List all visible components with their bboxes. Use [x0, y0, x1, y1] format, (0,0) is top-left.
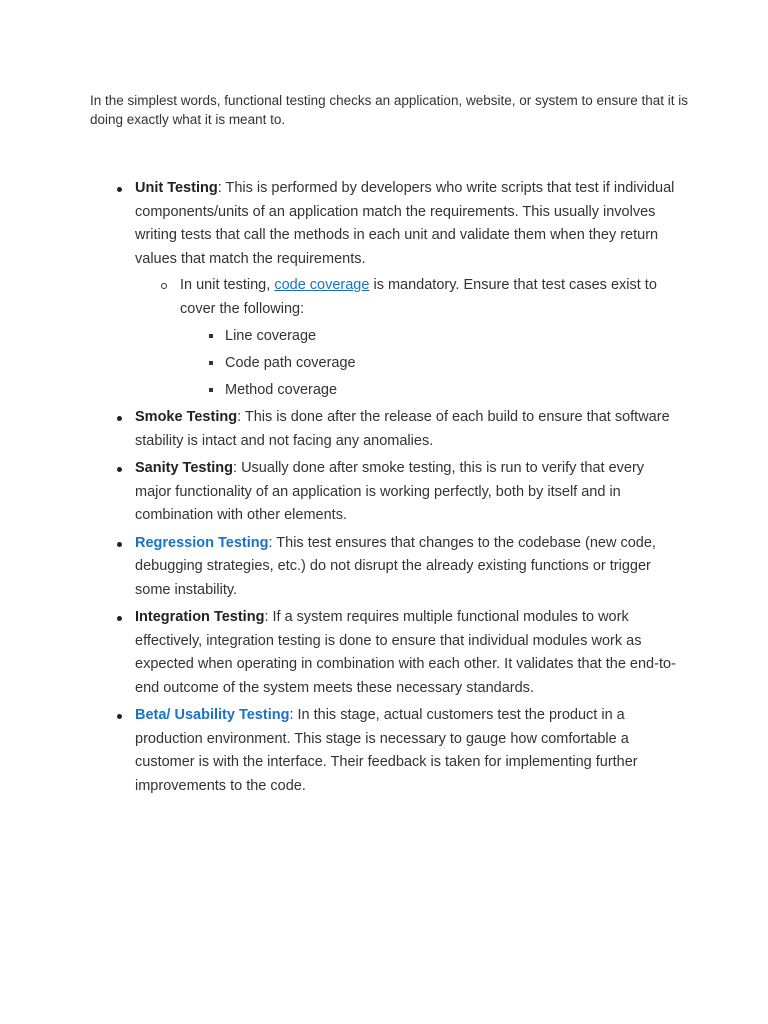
- term-sanity-testing: Sanity Testing: [135, 460, 234, 476]
- list-item-regression-testing: [90, 532, 680, 603]
- description-unit-testing: : This is performed by developers who write scripts that test if individual components/units of an application match the requirements. This usually involves writing tests that call the methods in each unit and validate them when they return values that match the requirements.: [135, 180, 675, 267]
- list-item-sanity-testing: [90, 457, 680, 528]
- description-beta-usability-testing: : In this stage, actual customers test the product in a production environment. This stage is necessary to gauge how comfortable a customer is with the interface. Their feedback is taken for implementing further improvements to the code.: [135, 707, 638, 794]
- list-item-unit-testing: [90, 177, 680, 402]
- sub-item-prefix: In unit testing,: [180, 277, 275, 293]
- coverage-types-list: [180, 325, 680, 403]
- coverage-item-line: Line coverage: [180, 325, 680, 349]
- list-item-smoke-testing: [90, 406, 680, 453]
- list-item-integration-testing: [90, 606, 680, 700]
- testing-types-list: [90, 177, 680, 802]
- code-coverage-link[interactable]: code coverage: [274, 277, 370, 293]
- description-sanity-testing: : Usually done after smoke testing, this is run to verify that every major functionality of an application is working perfectly, both by itself and in combination with other elements.: [135, 460, 645, 523]
- list-item-beta-usability-testing: [90, 704, 680, 798]
- description-smoke-testing: : This is done after the release of each build to ensure that software stability is intact and not facing any anomalies.: [135, 409, 670, 449]
- term-unit-testing: Unit Testing: [135, 180, 218, 196]
- sub-item-suffix: is mandatory. Ensure that test cases exist to cover the following:: [180, 277, 657, 317]
- intro-paragraph: In the simplest words, functional testing checks an application, website, or system to ensure that it is doing exactly what it is meant to.: [90, 93, 689, 127]
- unit-testing-sublist: [135, 274, 680, 402]
- term-regression-testing-link[interactable]: Regression Testing: [135, 534, 269, 551]
- term-beta-usability-testing-link[interactable]: Beta/ Usability Testing: [135, 707, 290, 723]
- coverage-item-code-path: Code path coverage: [180, 352, 680, 376]
- description-integration-testing: : If a system requires multiple functional modules to work effectively, integration testing is done to ensure that individual modules work as expected when operating in combination with each other. It validates that the end-to-end outcome of the system meets these necessary standards.: [135, 609, 676, 696]
- description-regression-testing: : This test ensures that changes to the codebase (new code, debugging strategies, etc.) do not disrupt the already existing functions or trigger some instability.: [135, 534, 656, 598]
- term-integration-testing: Integration Testing: [135, 609, 265, 625]
- sub-item-code-coverage: [135, 274, 680, 402]
- coverage-item-method: Method coverage: [180, 379, 680, 403]
- term-smoke-testing: Smoke Testing: [135, 409, 238, 425]
